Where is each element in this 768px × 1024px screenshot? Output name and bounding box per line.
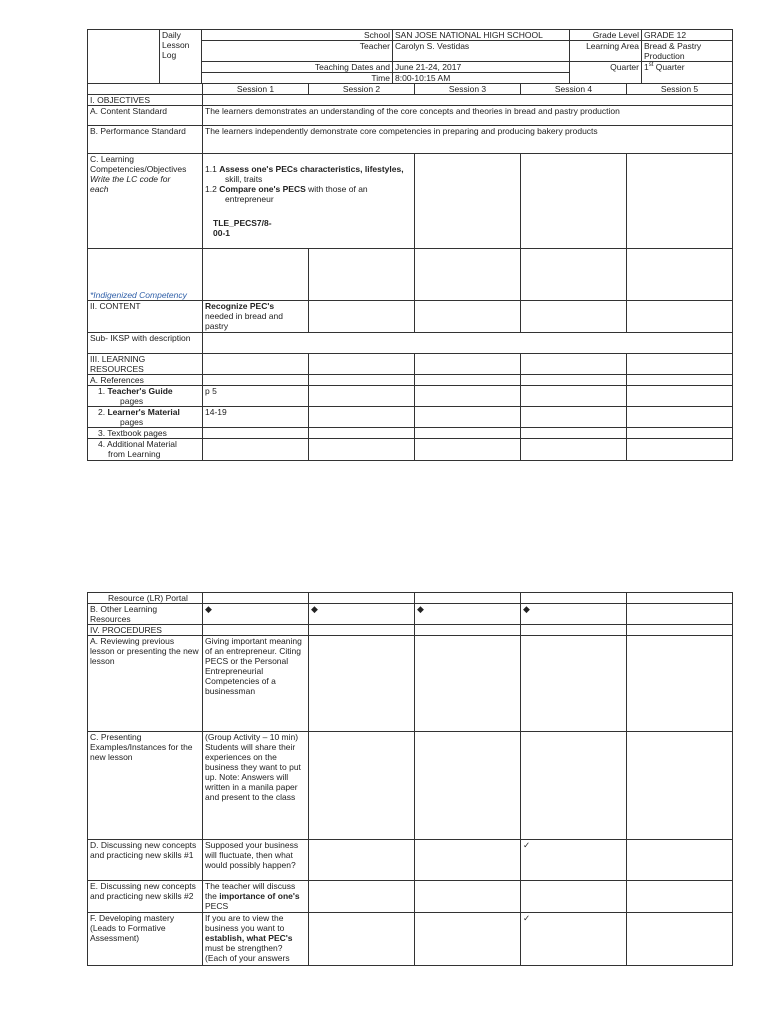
session-header: Session 1 — [203, 84, 309, 95]
resources-label: III. LEARNING RESOURCES — [88, 354, 203, 375]
procedure-e-label: E. Discussing new concepts and practicing new skills #2 — [88, 881, 203, 913]
competency-list: 1.1 Assess one's PECs characteristics, lifestyles, skill, traits 1.2 Compare one's PECS with those of an entrepreneur TLE_PECS7/8- 00-1 — [203, 154, 414, 248]
objectives-heading: I. OBJECTIVES — [88, 95, 203, 106]
grade-label: Grade Level — [570, 30, 642, 41]
grade-value: GRADE 12 — [642, 30, 733, 41]
procedure-f-label: F. Developing mastery (Leads to Formative Assessment) — [88, 913, 203, 966]
teachers-guide-value: p 5 — [203, 386, 309, 407]
session-header: Session 5 — [627, 84, 733, 95]
procedure-d-label: D. Discussing new concepts and practicing new skills #1 — [88, 840, 203, 881]
competencies-label: C. Learning Competencies/Objectives Write the LC code for each — [88, 154, 203, 249]
teacher-value: Carolyn S. Vestidas — [393, 41, 570, 62]
time-label: Time — [202, 73, 393, 84]
dll-table-continued — [87, 592, 733, 966]
iksp-label: Sub- IKSP with description — [88, 333, 203, 354]
header-table — [87, 29, 733, 84]
check-icon: ✓ — [523, 913, 531, 923]
session-header: Session 3 — [415, 84, 521, 95]
procedure-e-text: The teacher will discuss the importance of one's PECS — [203, 881, 309, 913]
performance-standard-text: The learners independently demonstrate core competencies in preparing and producing bakery products — [203, 126, 733, 154]
content-value: Recognize PEC's needed in bread and pastry — [203, 301, 309, 333]
learners-material-value: 14-19 — [203, 407, 309, 428]
quarter-value: 1st Quarter — [642, 62, 733, 84]
area-value: Bread & Pastry Production — [642, 41, 733, 62]
header-blank — [88, 30, 160, 84]
procedures-heading: IV. PROCEDURES — [88, 625, 203, 636]
bullet-icon: ◆ — [311, 604, 318, 614]
content-standard-label: A. Content Standard — [88, 106, 203, 126]
references-label: A. References — [88, 375, 203, 386]
dll-table — [87, 83, 733, 461]
teachers-guide-label: 1. Teacher's Guide pages — [88, 386, 203, 407]
procedure-d-text: Supposed your business will fluctuate, then what would possibly happen? — [203, 840, 309, 881]
lc-code: TLE_PECS7/8- — [213, 218, 272, 228]
check-icon: ✓ — [523, 840, 531, 850]
bullet-icon: ◆ — [417, 604, 424, 614]
bullet-icon: ◆ — [205, 604, 212, 614]
time-value: 8:00-10:15 AM — [393, 73, 570, 84]
lr-portal-label: Resource (LR) Portal — [88, 593, 203, 604]
textbook-label: 3. Textbook pages — [88, 428, 203, 439]
content-label: II. CONTENT — [88, 301, 203, 333]
procedure-a-label: A. Reviewing previous lesson or presenting the new lesson — [88, 636, 203, 732]
school-value: SAN JOSE NATIONAL HIGH SCHOOL — [393, 30, 570, 41]
dates-value: June 21-24, 2017 — [393, 62, 570, 73]
indigenized-label: *Indigenized Competency — [88, 249, 203, 301]
session-header: Session 4 — [521, 84, 627, 95]
content-standard-text: The learners demonstrates an understanding of the core concepts and theories in bread and pastry production — [203, 106, 733, 126]
teacher-label: Teacher — [202, 41, 393, 62]
area-label: Learning Area — [570, 41, 642, 62]
performance-standard-label: B. Performance Standard — [88, 126, 203, 154]
additional-material-label: 4. Additional Material from Learning — [88, 439, 203, 461]
bullet-icon: ◆ — [523, 604, 530, 614]
quarter-label: Quarter — [570, 62, 642, 84]
school-label: School — [202, 30, 393, 41]
procedure-f-text: If you are to view the business you want to establish, what PEC's must be strengthen? (Each of your answers — [203, 913, 309, 966]
corner-cell — [88, 84, 203, 95]
procedure-a-text: Giving important meaning of an entrepreneur. Citing PECS or the Personal Entrepreneurial Competencies of a businessman — [203, 636, 309, 732]
session-header: Session 2 — [309, 84, 415, 95]
dll-title: Daily Lesson Log — [160, 30, 202, 84]
other-resources-label: B. Other Learning Resources — [88, 604, 203, 625]
learners-material-label: 2. Learner's Material pages — [88, 407, 203, 428]
procedure-c-text: (Group Activity – 10 min) Students will share their experiences on the business they want to put up. Note: Answers will written in a manila paper and present to the class — [203, 732, 309, 840]
procedure-c-label: C. Presenting Examples/Instances for the new lesson — [88, 732, 203, 840]
dates-label: Teaching Dates and — [202, 62, 393, 73]
